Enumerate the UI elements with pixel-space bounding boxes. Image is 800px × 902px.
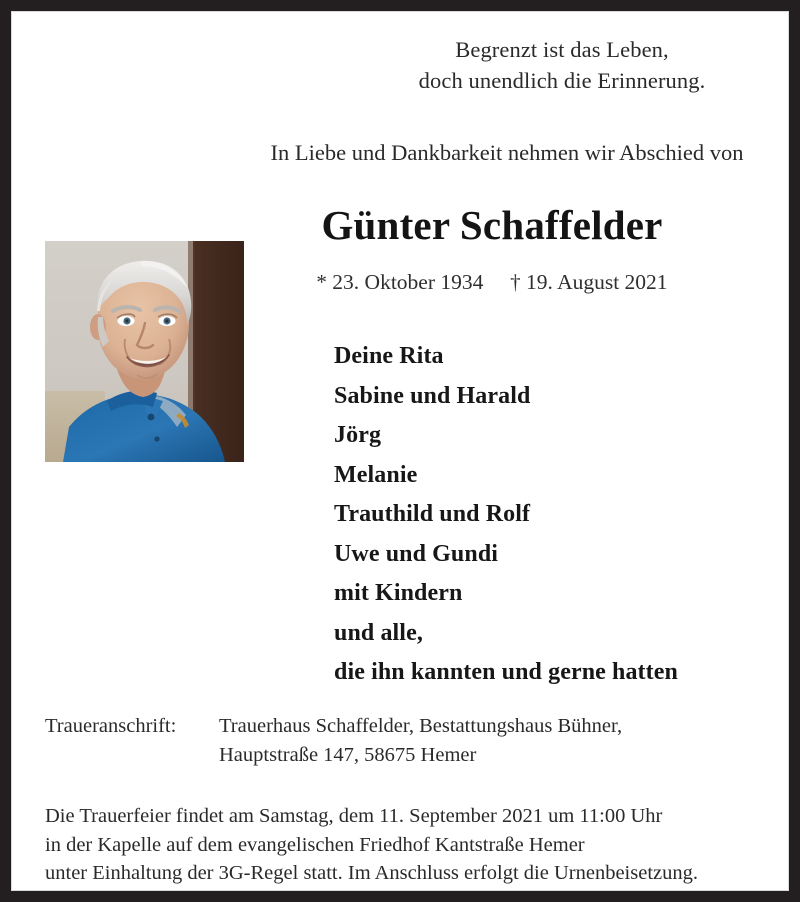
family-name-3: Jörg bbox=[334, 422, 382, 448]
mourning-address-block bbox=[45, 712, 775, 770]
family-name-2: Sabine und Harald bbox=[334, 382, 531, 409]
address-line-2: Hauptstraße 147, 58675 Hemer bbox=[219, 744, 477, 766]
birth-star-icon: * bbox=[316, 270, 327, 294]
memorial-verse bbox=[342, 34, 782, 96]
verse-line-2: doch unendlich die Erinnerung. bbox=[418, 68, 706, 93]
family-name-5: Trauthild und Rolf bbox=[334, 501, 531, 527]
address-label: Traueranschrift: bbox=[45, 715, 177, 737]
family-names-list bbox=[334, 337, 764, 693]
life-dates bbox=[192, 268, 792, 296]
death-cross-icon: † bbox=[510, 270, 521, 294]
farewell-intro-text: In Liebe und Dankbarkeit nehmen wir Abschied von bbox=[270, 140, 744, 165]
deceased-name: Günter Schaffelder bbox=[321, 202, 663, 248]
service-line-2: in der Kapelle auf dem evangelischen Friedhof Kantstraße Hemer bbox=[45, 833, 585, 856]
notice-sheet bbox=[12, 12, 788, 890]
verse-line-1: Begrenzt ist das Leben, bbox=[455, 37, 669, 62]
family-name-4: Melanie bbox=[334, 461, 418, 488]
family-name-9: die ihn kannten und gerne hatten bbox=[334, 659, 678, 685]
family-name-6: Uwe und Gundi bbox=[334, 540, 499, 567]
address-value bbox=[219, 712, 775, 770]
family-name-8: und alle, bbox=[334, 619, 423, 646]
birth-date: 23. Oktober 1934 bbox=[332, 270, 484, 294]
portrait-photo bbox=[45, 241, 244, 462]
address-line-1: Trauerhaus Schaffelder, Bestattungshaus Bühner, bbox=[219, 715, 623, 737]
portrait-illustration bbox=[45, 241, 244, 462]
family-name-7: mit Kindern bbox=[334, 580, 463, 606]
service-line-3: unter Einhaltung der 3G-Regel statt. Im Anschluss erfolgt die Urnenbeisetzung. bbox=[45, 862, 698, 884]
death-date: 19. August 2021 bbox=[526, 270, 668, 294]
address-row bbox=[45, 712, 775, 770]
family-name-1: Deine Rita bbox=[334, 343, 444, 369]
funeral-service-info bbox=[45, 802, 785, 888]
service-line-1: Die Trauerfeier findet am Samstag, dem 11. September 2021 um 11:00 Uhr bbox=[45, 805, 663, 827]
